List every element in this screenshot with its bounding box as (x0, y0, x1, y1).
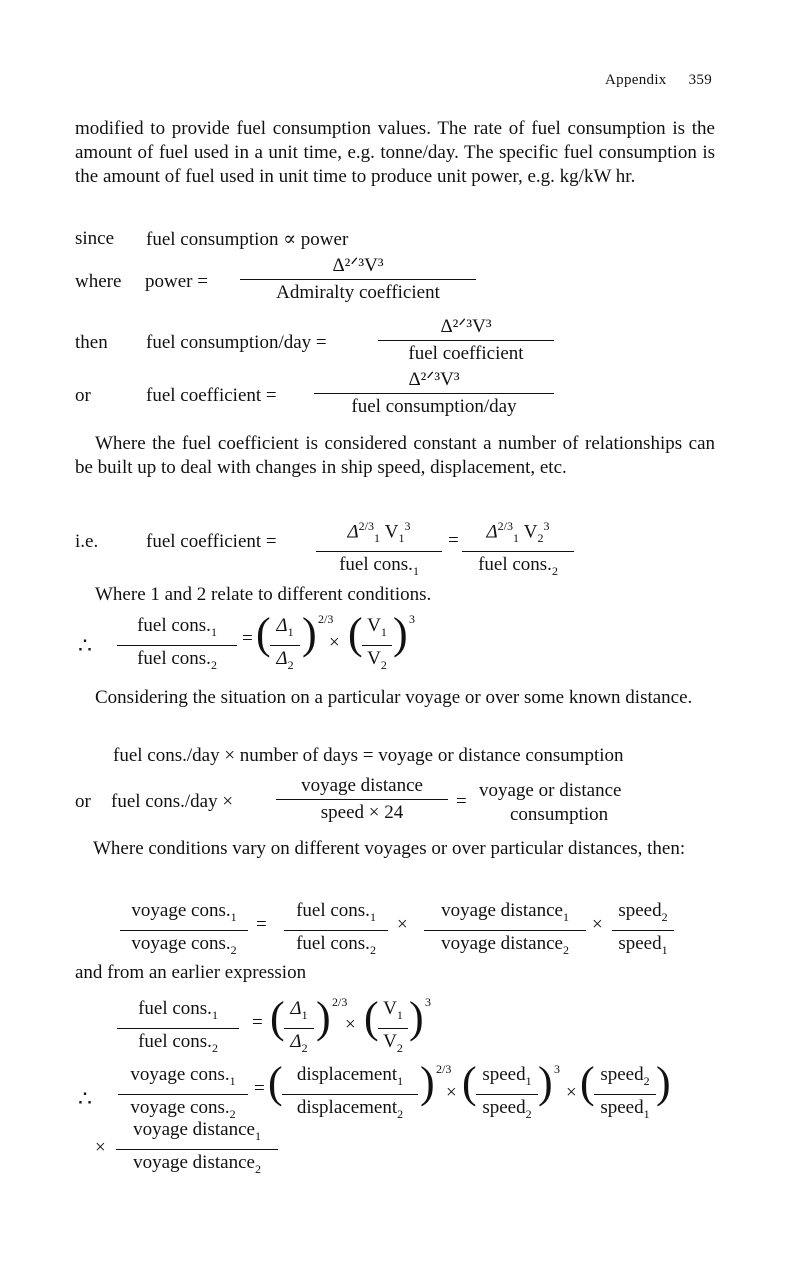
fraction-bar (314, 393, 554, 394)
fraction-bar (462, 551, 574, 552)
final-speed-ratio: speed$_1$ speed$_2$ (476, 1063, 538, 1126)
eq-or2-rhs-line2: consumption (510, 804, 609, 825)
eq-or2-lhs: fuel cons./day × (111, 791, 234, 812)
eq-where-word: where (75, 271, 122, 292)
eq-ie-numerator-2: $\Delta^{2/3}_1$ $V_2^3$ (486, 519, 550, 546)
voyage-line: fuel cons./day × number of days = voyage or distance consumption (113, 745, 624, 766)
eq-ie-word: i.e. (75, 531, 99, 552)
fuel-cons-ratio: fuel $cons._1$ fuel $cons._2$ (284, 899, 388, 962)
eq-ie-lhs: fuel coefficient = (146, 531, 277, 552)
eq-or2-word: or (75, 791, 91, 812)
book-page: Appendix 359 modified to provide fuel consumption values. The rate of fuel consumption is the amount of fuel used in a unit time, e.g. tonne/day. The specific fuel consumption is the amount of fuel used in unit time to produce unit power, e.g. kg/kW hr. since fuel consumption ∝ power where power = Δ²ᐟ³V³ Admiralty coefficient then fuel consumption/day = Δ²ᐟ³V³ fuel coefficient or fuel coefficient = Δ²ᐟ³V³ fuel consumption/day Where the fuel coefficient is considered constant a number of relationships can be built up to deal with changes in ship speed, displacement, etc. i.e. fuel coefficient = $\Delta^{2/3}_1$ $V_1^3$ fuel $cons._1$ = $\Delta^{2/3}_1$ $V_2^3$ fuel $cons._2$ Where 1 and 2 relate to different conditions. ∴ fuel $cons._1$ fuel $cons._2$ = ( $\Delta_1$ $\Delta_2$ ) 2/3 × ( $V_1$ $V_2$ ) 3 Considering the situation on a particular voyage or over some known distance. fuel cons./day × number of days = voyage or distance consumption or fuel cons./day × voyage distance speed × 24 = voyage or distance consumption Where conditions vary on different voyages or over particular distances, then: voyage $cons._1$ voyage $cons._2$ = fuel $cons._1$ fuel $cons._2$ × voyage distance$_1$ voyage distance$_2$ × speed$_2$ speed$_1$ and from an earlier expression fuel $cons._1$ fuel $cons._2$ = ( $\Delta_1$ $\Delta_2$ ) 2/3 × ( $V_1$ $V_2$ ) 3 ∴ voyage $cons._1$ voyage $cons._2$ = ( displacement$_1$ displacement$_2$ ) 2/3 × ( speed$_1$ speed$_2$ ) 3 × ( speed$_2$ speed$_1$ ) × voyage distance$_1$ voyage distance$_2$ (0, 0, 789, 1278)
eq-where-lhs: power = (145, 271, 208, 292)
eq-where-denominator: Admiralty coefficient (276, 282, 440, 303)
therefore-symbol-2: ∴ (78, 1086, 92, 1111)
fuel-ratio-fraction-2: fuel $cons._1$ fuel $cons._2$ (117, 997, 239, 1060)
eq-where-fraction (240, 254, 476, 305)
header-section: Appendix (605, 72, 667, 88)
eq-then-denominator: fuel coefficient (408, 343, 524, 364)
eq-or1-denominator: fuel consumption/day (351, 396, 517, 417)
eq-or1-numerator: Δ²ᐟ³V³ (408, 369, 460, 390)
final-displacement-ratio: displacement$_1$ displacement$_2$ (282, 1063, 418, 1126)
conditions-note: Where 1 and 2 relate to different conditions. (95, 584, 432, 605)
therefore-symbol: ∴ (78, 633, 92, 658)
page-number: 359 (688, 72, 712, 88)
voyage-cons-ratio: voyage $cons._1$ voyage $cons._2$ (120, 899, 248, 962)
speed-ratio-inverse: speed$_2$ speed$_1$ (612, 899, 674, 962)
intro-paragraph: modified to provide fuel consumption values. The rate of fuel consumption is the amount of fuel used in a unit time, e.g. tonne/day. The specific fuel consumption is the amount of fuel used in unit time to produce unit power, e.g. kg/kW hr. (75, 118, 715, 187)
final-voyage-distance-ratio: voyage distance$_1$ voyage distance$_2$ (116, 1118, 278, 1181)
eq-ie-numerator-1: $\Delta^{2/3}_1$ $V_1^3$ (347, 519, 411, 546)
voyage-paragraph: Considering the situation on a particular voyage or over some known distance. (95, 687, 693, 708)
eq-then-word: then (75, 332, 108, 353)
eq-or1-word: or (75, 385, 91, 406)
constant-paragraph: Where the fuel coefficient is considered constant a number of relationships can be built up to deal with changes in ship speed, displacement, etc. (75, 433, 715, 478)
eq-where-numerator: Δ²ᐟ³V³ (332, 255, 384, 276)
fraction-bar (378, 340, 554, 341)
eq-then-fraction (378, 315, 554, 366)
eq-then-numerator: Δ²ᐟ³V³ (440, 316, 492, 337)
speed-ratio: $V_1$ $V_2$ (362, 614, 392, 677)
eq-ie-fraction-1 (316, 514, 442, 583)
eq-or2-numerator: voyage distance (301, 775, 423, 796)
eq-or2-denominator: speed × 24 (320, 802, 404, 823)
running-header (605, 72, 712, 89)
eq-since-text: fuel consumption ∝ power (146, 229, 349, 250)
fraction-bar (316, 551, 442, 552)
eq-or2-rhs-line1: voyage or distance (479, 780, 622, 801)
fraction-bar (276, 799, 448, 800)
eq-ie-fraction-2 (462, 514, 574, 583)
voyage-distance-ratio: voyage distance$_1$ voyage distance$_2$ (424, 899, 586, 962)
fraction-bar (240, 279, 476, 280)
vary-paragraph: Where conditions vary on different voyages or over particular distances, then: (93, 838, 686, 859)
eq-or2-fraction (276, 774, 448, 825)
final-voyage-cons-ratio: voyage $cons._1$ voyage $cons._2$ (118, 1063, 248, 1126)
eq-ie-denominator-2: fuel $cons._2$ (478, 554, 558, 578)
final-speed-ratio-inverse: speed$_2$ speed$_1$ (594, 1063, 656, 1126)
eq-since-word: since (75, 228, 115, 249)
fuel-ratio-fraction: fuel $cons._1$ fuel $cons._2$ (117, 614, 237, 677)
eq-or1-lhs: fuel coefficient = (146, 385, 277, 406)
earlier-expression-text: and from an earlier expression (75, 962, 307, 983)
displacement-ratio: $\Delta_1$ $\Delta_2$ (270, 614, 300, 677)
eq-then-lhs: fuel consumption/day = (146, 332, 327, 353)
fraction-bar (117, 645, 237, 646)
eq-or1-fraction (314, 368, 554, 419)
eq-ie-denominator-1: fuel $cons._1$ (339, 554, 419, 578)
